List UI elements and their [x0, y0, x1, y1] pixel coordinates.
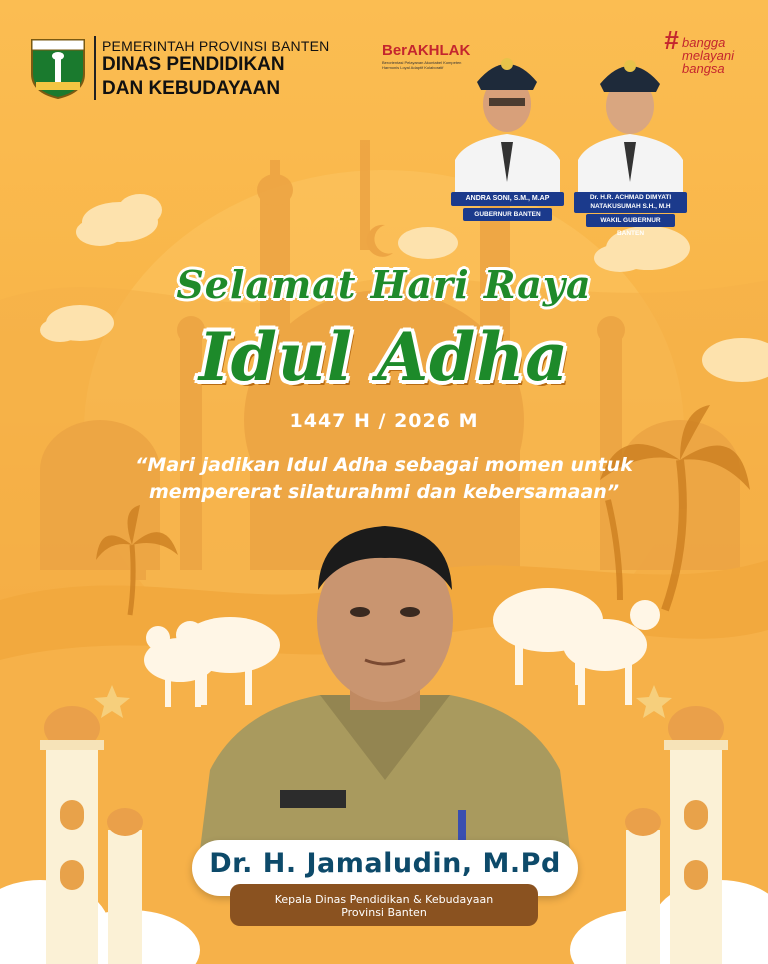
bangga-melayani-logo: # bangga melayani bangsa: [664, 25, 735, 76]
governor-portrait: [445, 42, 570, 192]
header-divider: [94, 36, 96, 100]
vice-governor-name: Dr. H.R. ACHMAD DIMYATI NATAKUSUMAH S.H., M.H: [574, 192, 687, 213]
vice-governor-card: [568, 42, 693, 237]
governor-role: GUBERNUR BANTEN: [463, 208, 552, 221]
governor-name: ANDRA SONI, S.M., M.AP: [451, 192, 564, 206]
official-title-line1: Kepala Dinas Pendidikan & Kebudayaan: [274, 893, 494, 906]
official-name: Dr. H. Jamaludin, M.Pd: [209, 848, 561, 879]
vice-governor-portrait: [568, 42, 693, 192]
greeting-quote: [0, 452, 768, 506]
greeting-title: Selamat Hari Raya: [176, 262, 592, 307]
holiday-name: Idul Adha: [198, 318, 570, 396]
hash-icon: #: [664, 25, 679, 55]
holiday-year: 1447 H / 2026 M: [289, 410, 479, 432]
official-title: [230, 893, 538, 919]
quote-line1: “Mari jadikan Idul Adha sebagai momen untuk: [135, 454, 633, 476]
government-name: PEMERINTAH PROVINSI BANTEN: [102, 38, 330, 54]
quote-line2: mempererat silaturahmi dan kebersamaan”: [148, 481, 620, 503]
governor-card: [445, 42, 570, 218]
berakhlak-logo: BerAKHLAK: [382, 42, 471, 59]
agency-name-line2: DAN KEBUDAYAAN: [102, 78, 281, 99]
agency-name-line1: DINAS PENDIDIKAN: [102, 54, 285, 75]
banten-shield-logo: [28, 34, 88, 100]
official-title-line2: Provinsi Banten: [341, 906, 427, 919]
official-portrait: [200, 520, 570, 850]
berakhlak-tagline: Berorientasi Pelayanan Akuntabel Kompeten Harmonis Loyal Adaptif Kolaboratif: [382, 60, 462, 70]
vice-governor-role: WAKIL GUBERNUR BANTEN: [586, 214, 675, 227]
